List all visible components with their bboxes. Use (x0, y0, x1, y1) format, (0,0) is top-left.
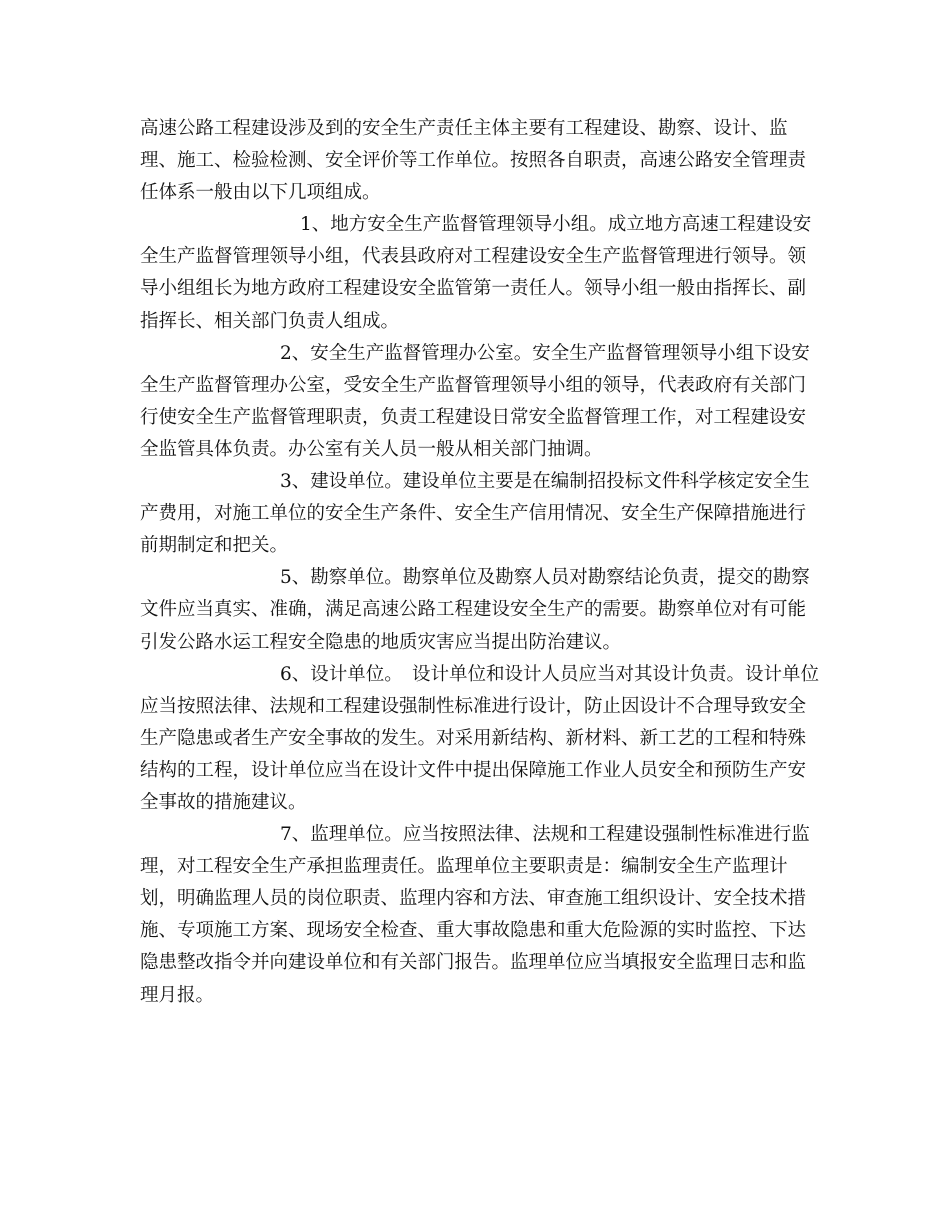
document-body (140, 113, 820, 1012)
paragraph-item-6: 6、设计单位。 设计单位和设计人员应当对其设计负责。设计单位应当按照法律、法规和工程建设强制性标准进行设计，防止因设计不合理导致安全生产隐患或者生产安全事故的发生。对采用新结构、新材料、新工艺的工程和特殊结构的工程，设计单位应当在设计文件中提出保障施工作业人员安全和预防生产安全事故的措施建议。 (140, 663, 820, 813)
paragraph-item-3: 3、建设单位。建设单位主要是在编制招投标文件科学核定安全生产费用，对施工单位的安全生产条件、安全生产信用情况、安全生产保障措施进行前期制定和把关。 (140, 471, 810, 557)
paragraph-item-1: 1、地方安全生产监督管理领导小组。成立地方高速工程建设安全生产监督管理领导小组，代表县政府对工程建设安全生产监督管理进行领导。领导小组组长为地方政府工程建设安全监管第一责任人。领导小组一般由指挥长、副指挥长、相关部门负责人组成。 (140, 214, 812, 332)
paragraph-intro: 高速公路工程建设涉及到的安全生产责任主体主要有工程建设、勘察、设计、监理、施工、检验检测、安全评价等工作单位。按照各自职责，高速公路安全管理责任体系一般由以下几项组成。 (140, 118, 807, 204)
paragraph-item-7: 7、监理单位。应当按照法律、法规和工程建设强制性标准进行监理，对工程安全生产承担监理责任。监理单位主要职责是：编制安全生产监理计划，明确监理人员的岗位职责、监理内容和方法、审查施工组织设计、安全技术措施、专项施工方案、现场安全检查、重大事故隐患和重大危险源的实时监控、下达隐患整改指令并向建设单位和有关部门报告。监理单位应当填报安全监理日志和监理月报。 (140, 824, 810, 1006)
paragraph-item-2: 2、安全生产监督管理办公室。安全生产监督管理领导小组下设安全生产监督管理办公室，受安全生产监督管理领导小组的领导，代表政府有关部门行使安全生产监督管理职责，负责工程建设日常安全监督管理工作，对工程建设安全监管具体负责。办公室有关人员一般从相关部门抽调。 (140, 342, 810, 460)
paragraph-item-5: 5、勘察单位。勘察单位及勘察人员对勘察结论负责，提交的勘察文件应当真实、准确，满足高速公路工程建设安全生产的需要。勘察单位对有可能引发公路水运工程安全隐患的地质灾害应当提出防治建议。 (140, 567, 810, 653)
